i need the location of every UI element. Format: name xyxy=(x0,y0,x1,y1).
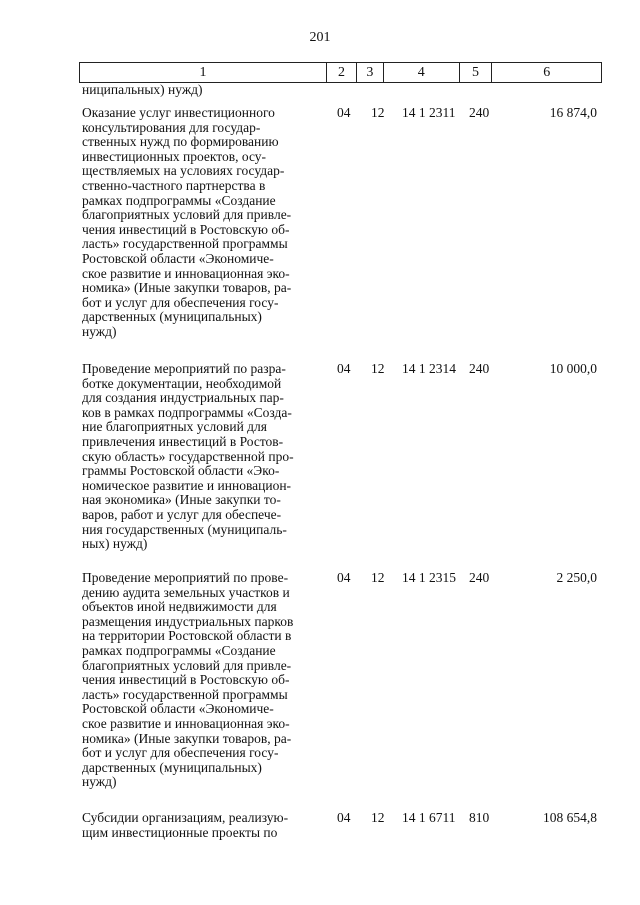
row-description: Проведение мероприятий по прове- дению аудита земельных участков и объектов иной недвижимости для размещения индустриальных парков на территории Ростовской области в рамках подпрограммы «Создание благоприятных условий для привле- чения инвестиций в Ростовскую об- ласть» государственной программы Ростовской области «Экономиче- ское развитие и инновационная эко- номика» (Иные закупки товаров, ра- бот и услуг для обеспечения госу- дарственных (муниципальных) нужд) xyxy=(82,570,294,790)
row-amount: 16 874,0 xyxy=(549,105,597,120)
row-description: Оказание услуг инвестиционного консультирования для государ- ственных нужд по формированию инвестиционных проектов, осу- ществляемых на условиях государ- ственно-частного партнерства в рамках подпрограммы «Создание благоприятных условий для привле- чения инвестиций в Ростовскую об- ласть» государственной программы Ростовской области «Экономиче- ское развитие и инновационная эко- номика» (Иные закупки товаров, ра- бот и услуг для обеспечения госу- дарственных (муниципальных) нужд) xyxy=(82,105,292,339)
column-header-2: 2 xyxy=(327,63,357,82)
column-header-3: 3 xyxy=(357,63,384,82)
row-description: Проведение мероприятий по разра- ботке документации, необходимой для создания индустриальных пар- ков в рамках подпрограммы «Созда- ние благоприятных условий для привлечения инвестиций в Ростов- скую область» государственной про- граммы Ростовской области «Эко- номическое развитие и инновацион- ная экономика» (Иные закупки то- варов, работ и услуг для обеспече- ния государственных (муниципаль- ных) нужд) xyxy=(82,361,294,552)
row-subsection: 12 xyxy=(371,105,385,120)
continuation-text: ниципальных) нужд) xyxy=(82,82,203,97)
row-amount: 108 654,8 xyxy=(543,810,597,825)
row-section: 04 xyxy=(337,810,351,825)
row-section: 04 xyxy=(337,361,351,376)
row-expense-type: 810 xyxy=(469,810,490,825)
row-target-code: 14 1 2311 xyxy=(402,105,456,120)
table-header xyxy=(79,62,602,83)
row-subsection: 12 xyxy=(371,570,385,585)
column-header-4: 4 xyxy=(384,63,460,82)
column-header-5: 5 xyxy=(460,63,493,82)
row-amount: 2 250,0 xyxy=(556,570,597,585)
row-subsection: 12 xyxy=(371,810,385,825)
column-header-6: 6 xyxy=(543,64,551,80)
row-section: 04 xyxy=(337,105,351,120)
row-description: Субсидии организациям, реализую- щим инвестиционные проекты по xyxy=(82,810,289,840)
row-target-code: 14 1 2315 xyxy=(402,570,456,585)
row-expense-type: 240 xyxy=(469,105,490,120)
page-number: 201 xyxy=(309,30,331,45)
row-amount: 10 000,0 xyxy=(549,361,597,376)
row-target-code: 14 1 2314 xyxy=(402,361,456,376)
row-target-code: 14 1 6711 xyxy=(402,810,456,825)
row-expense-type: 240 xyxy=(469,570,490,585)
column-header-1: 1 xyxy=(80,63,327,82)
row-section: 04 xyxy=(337,570,351,585)
row-expense-type: 240 xyxy=(469,361,490,376)
row-subsection: 12 xyxy=(371,361,385,376)
